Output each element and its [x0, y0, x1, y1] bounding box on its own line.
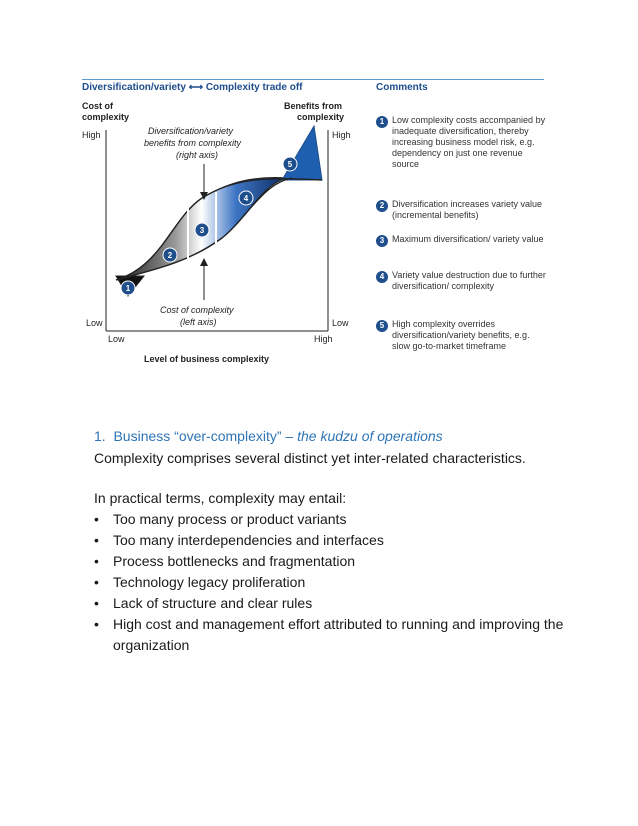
comment-item-4: [376, 270, 548, 292]
list-item-text: High cost and management effort attributed to running and improving the organization: [113, 616, 564, 653]
section-heading: [94, 426, 564, 447]
bullet-glyph: •: [94, 574, 99, 590]
marker-1: [121, 281, 135, 295]
section-lead: In practical terms, complexity may entail:: [94, 490, 347, 506]
comment-number-badge: 1: [376, 116, 388, 128]
comment-item-3: [376, 234, 548, 247]
left-axis-title-line2: complexity: [82, 112, 130, 122]
comment-text: Low complexity costs accompanied by inadequate diversification, thereby increasing business model risk, e.g. dependency on just one revenue source: [392, 115, 546, 169]
x-axis-title: Level of business complexity: [144, 354, 270, 364]
comment-item-5: [376, 319, 548, 352]
marker-3: [195, 223, 209, 237]
comment-item-1: [376, 115, 548, 170]
section-title: Business “over-complexity” –: [113, 428, 298, 444]
cost-annotation-line1: Cost of complexity: [160, 305, 234, 315]
marker-2-label: 2: [167, 251, 173, 260]
comment-number-badge: 4: [376, 271, 388, 283]
left-axis-high: High: [82, 130, 101, 140]
comment-text: Diversification increases variety value (incremental benefits): [392, 199, 543, 220]
right-axis-title-line2: complexity: [297, 112, 345, 122]
complexity-bullet-list: [94, 509, 564, 656]
comment-text: High complexity overrides diversification/variety benefits, e.g. slow go-to-market timeframe: [392, 319, 530, 351]
list-item-text: Technology legacy proliferation: [113, 574, 306, 590]
right-axis-high: High: [332, 130, 351, 140]
x-axis-low: Low: [108, 334, 125, 344]
cost-arrow-head: [200, 258, 208, 266]
section-number: 1.: [94, 428, 106, 444]
list-item: [94, 614, 564, 656]
list-item-text: Too many process or product variants: [113, 511, 347, 527]
marker-3-label: 3: [199, 226, 205, 235]
tradeoff-diagram: [82, 68, 362, 368]
benefit-annotation-line2: benefits from complexity: [144, 138, 242, 148]
section-intro: Complexity comprises several distinct yet inter-related characteristics.: [94, 450, 526, 466]
list-item: [94, 593, 564, 614]
marker-4-label: 4: [243, 194, 249, 203]
marker-2: [163, 248, 177, 262]
high-complexity-wedge: [282, 126, 322, 180]
complexity-tradeoff-figure: [82, 68, 544, 368]
marker-1-label: 1: [125, 284, 131, 293]
x-axis-high: High: [314, 334, 333, 344]
list-item: [94, 530, 564, 551]
list-item-text: Process bottlenecks and fragmentation: [113, 553, 356, 569]
comment-number-badge: 3: [376, 235, 388, 247]
figure-title: Diversification/variety ⟷ Complexity trade off: [82, 82, 303, 93]
comment-item-2: [376, 199, 548, 221]
list-item: [94, 551, 564, 572]
marker-4: [239, 191, 253, 205]
list-item: [94, 572, 564, 593]
bullet-glyph: •: [94, 532, 99, 548]
comment-text: Variety value destruction due to further diversification/ complexity: [392, 270, 546, 291]
comment-number-badge: 5: [376, 320, 388, 332]
left-axis-low: Low: [86, 318, 103, 328]
left-axis-title-line1: Cost of: [82, 101, 113, 111]
list-item-text: Lack of structure and clear rules: [113, 595, 313, 611]
benefit-annotation-line1: Diversification/variety: [148, 126, 234, 136]
list-item-text: Too many interdependencies and interfaces: [113, 532, 384, 548]
bullet-glyph: •: [94, 616, 99, 632]
section-title-italic: the kudzu of operations: [297, 428, 443, 444]
right-axis-title-line1: Benefits from: [284, 101, 343, 111]
bullet-glyph: •: [94, 511, 99, 527]
comments-title: Comments: [376, 82, 428, 93]
right-axis-low: Low: [332, 318, 349, 328]
bullet-glyph: •: [94, 595, 99, 611]
comment-number-badge: 2: [376, 200, 388, 212]
cost-annotation-line2: (left axis): [180, 317, 217, 327]
list-item: [94, 509, 564, 530]
marker-5-label: 5: [287, 160, 293, 169]
comment-text: Maximum diversification/ variety value: [392, 234, 544, 244]
benefit-annotation-line3: (right axis): [176, 150, 219, 160]
bullet-glyph: •: [94, 553, 99, 569]
marker-5: [283, 157, 297, 171]
